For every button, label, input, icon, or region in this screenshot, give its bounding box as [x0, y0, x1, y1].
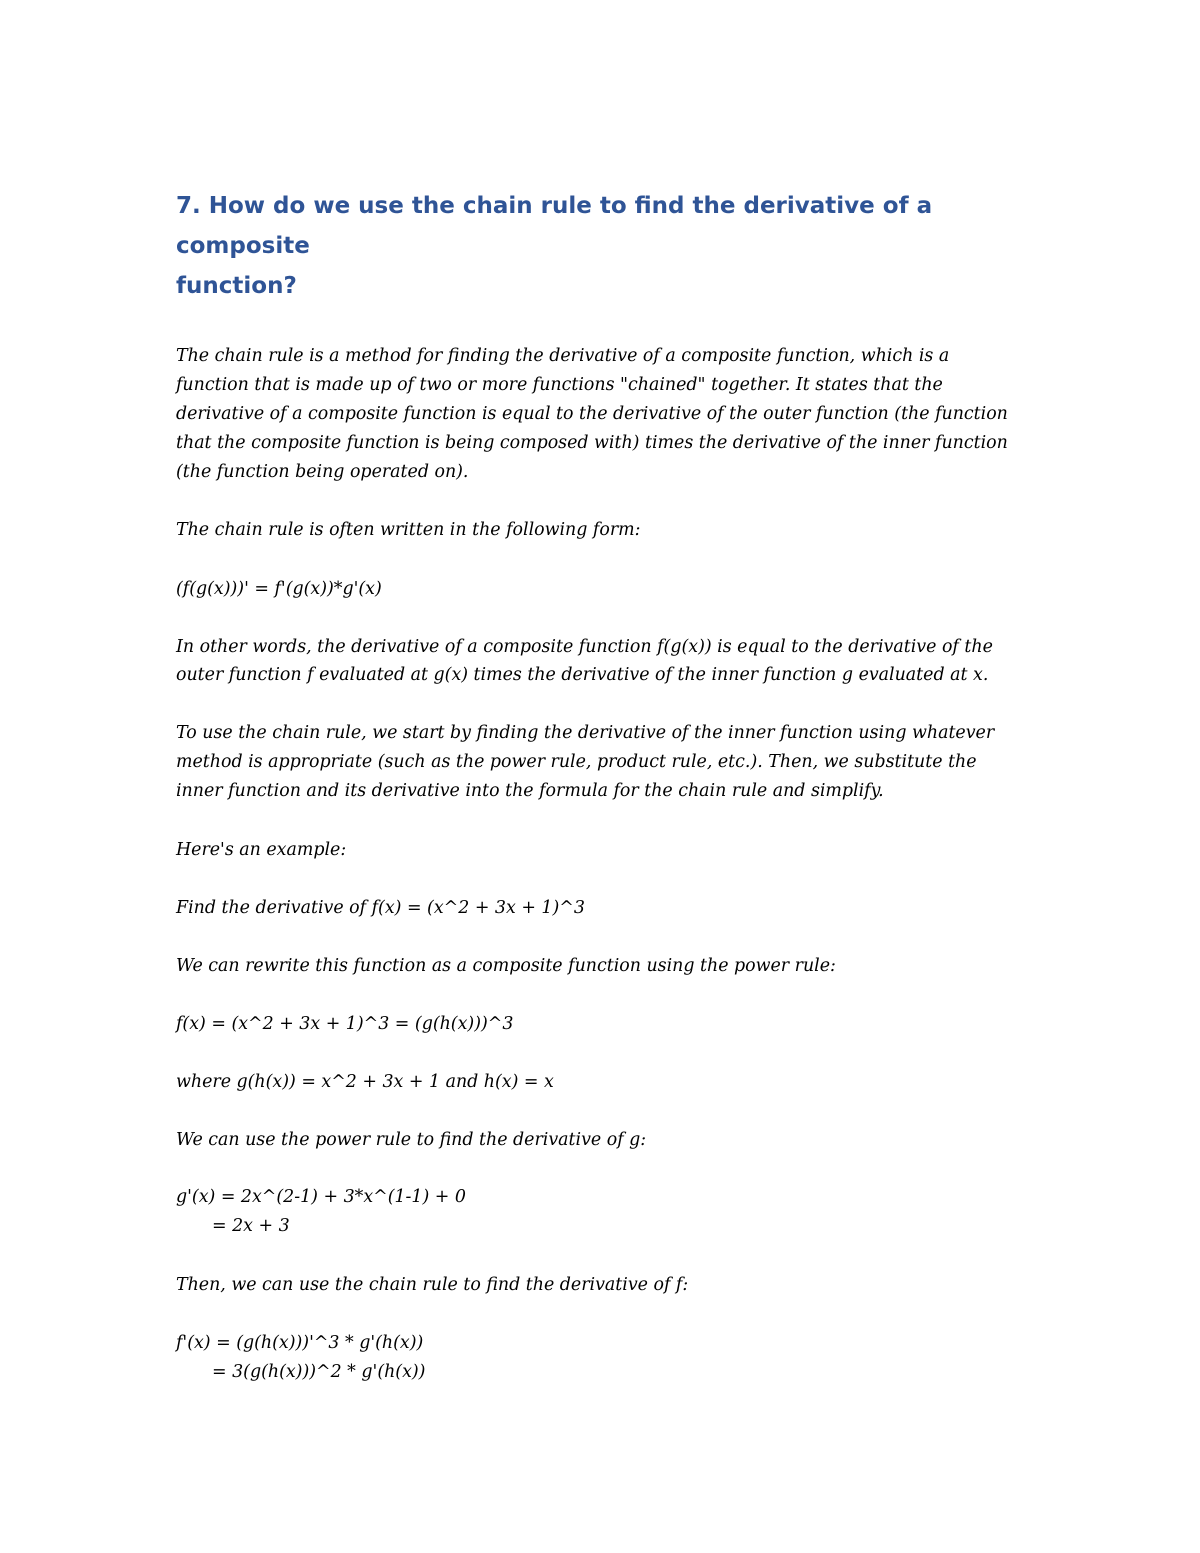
- explanation-line-1: In other words, the derivative of a composite function f(g(x)) is equal to the derivative of the: [176, 637, 993, 657]
- g-derivative-line-2: = 2x + 3: [212, 1216, 290, 1236]
- section-heading: [176, 186, 1016, 306]
- example-problem: Find the derivative of f(x) = (x^2 + 3x + 1)^3: [176, 898, 585, 918]
- f-derivative-line-2: = 3(g(h(x)))^2 * g'(h(x)): [212, 1362, 426, 1382]
- f-derivative-line-1: f'(x) = (g(h(x)))'^3 * g'(h(x)): [176, 1333, 424, 1353]
- intro-paragraph-line-5: (the function being operated on).: [176, 462, 469, 482]
- section-heading-line-1: 7. How do we use the chain rule to find the derivative of a composite: [176, 193, 933, 259]
- form-intro-text: The chain rule is often written in the following form:: [176, 520, 641, 540]
- chain-rule-step-text: Then, we can use the chain rule to find the derivative of f:: [176, 1275, 689, 1295]
- rewrite-text: We can rewrite this function as a composite function using the power rule:: [176, 956, 836, 976]
- intro-paragraph-line-2: function that is made up of two or more functions "chained" together. It states that the: [176, 375, 943, 395]
- intro-paragraph-line-3: derivative of a composite function is equal to the derivative of the outer function (the function: [176, 404, 1008, 424]
- chain-rule-formula: (f(g(x)))' = f'(g(x))*g'(x): [176, 579, 382, 599]
- intro-paragraph-line-1: The chain rule is a method for finding the derivative of a composite function, which is a: [176, 346, 950, 366]
- method-line-1: To use the chain rule, we start by finding the derivative of the inner function using whatever: [176, 723, 995, 743]
- explanation-line-2: outer function f evaluated at g(x) times the derivative of the inner function g evaluated at x.: [176, 665, 989, 685]
- method-line-3: inner function and its derivative into the formula for the chain rule and simplify.: [176, 781, 884, 801]
- section-heading-line-2: function?: [176, 273, 297, 299]
- power-rule-text: We can use the power rule to find the derivative of g:: [176, 1130, 647, 1150]
- intro-paragraph-line-4: that the composite function is being composed with) times the derivative of the inner function: [176, 433, 1008, 453]
- example-intro: Here's an example:: [176, 840, 347, 860]
- definition-line: where g(h(x)) = x^2 + 3x + 1 and h(x) = x: [176, 1072, 554, 1092]
- method-line-2: method is appropriate (such as the power rule, product rule, etc.). Then, we substitute the: [176, 752, 977, 772]
- g-derivative-line-1: g'(x) = 2x^(2-1) + 3*x^(1-1) + 0: [176, 1187, 466, 1207]
- composite-form: f(x) = (x^2 + 3x + 1)^3 = (g(h(x)))^3: [176, 1014, 514, 1034]
